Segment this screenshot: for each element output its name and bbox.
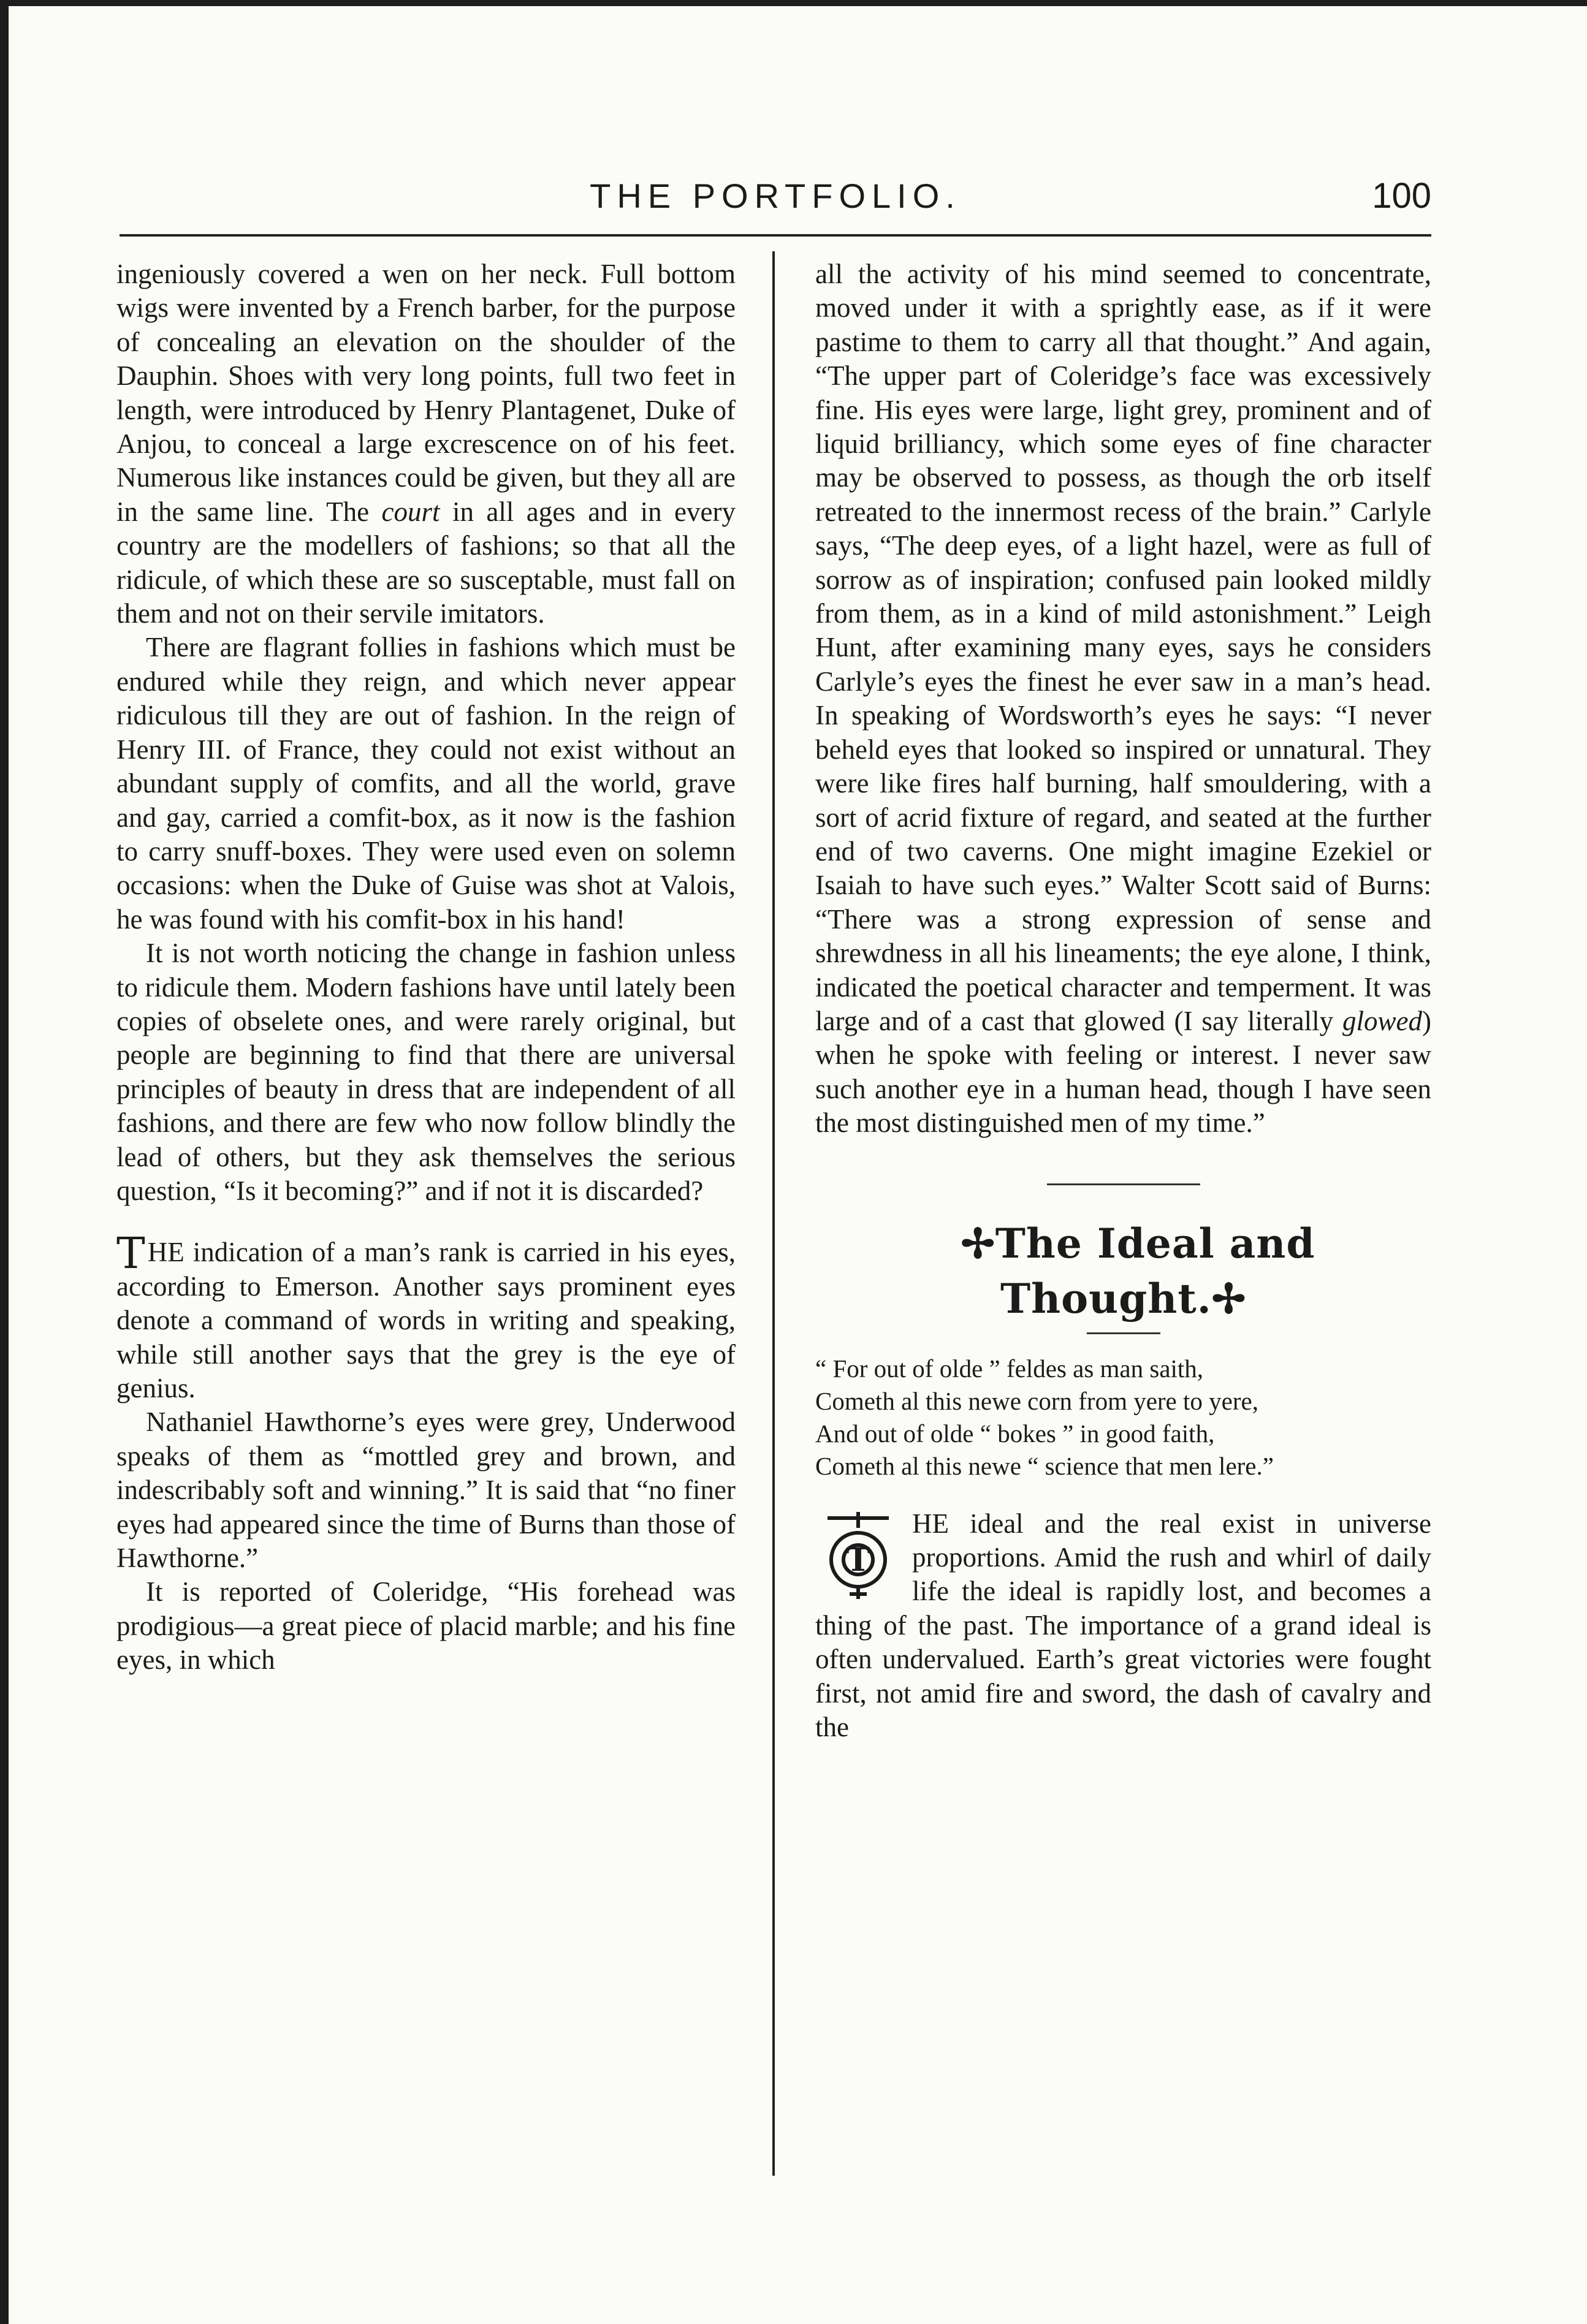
column-divider	[772, 251, 775, 2176]
paragraph	[815, 257, 1431, 1141]
paragraph	[116, 1228, 736, 1405]
page-number: 100	[1372, 176, 1431, 216]
drop-cap: T	[116, 1228, 145, 1279]
italic-word: court	[381, 496, 440, 527]
paragraph-text: ) when he spoke with feeling or interest. I never saw such another eye in a human head, though I have seen the most distinguished men of my time.”	[815, 1005, 1432, 1139]
paragraph	[116, 257, 736, 631]
left-column	[116, 257, 736, 1677]
paragraph: There are flagrant follies in fashions which must be endured while they reign, and which never appear ridiculous till they are out of fashion. In the reign of Henry III. of France, they could not exist without an abundant supply of comfits, and all the world, grave and gay, carried a comfit-box, as it now is the fashion to carry snuff-boxes. They were used even on solemn occasions: when the Duke of Guise was shot at Valois, he was found with his comfit-box in his hand!	[116, 632, 736, 935]
ornamental-drop-cap-icon	[815, 1509, 901, 1601]
paragraph-text: The	[326, 496, 370, 527]
drop-cap-letter: T	[846, 1541, 870, 1579]
paragraph	[815, 1507, 1431, 1745]
title-underline-rule	[1087, 1332, 1160, 1334]
page-edge-rule-left	[0, 0, 9, 2324]
page-header	[120, 175, 1431, 218]
header-rule	[120, 234, 1431, 237]
paragraph-text: in all ages and in every country are the modellers of fashions; so that all the ridicule, of which these are so susceptable, must fall on them and not on their servile imitators.	[116, 496, 736, 629]
paragraph-text: all the activity of his mind seemed to concentrate, moved under it with a sprightly ease, as if it were pastime to them to carry all that thought.” And again, “The upper part of Coleridge’s face was excessively fine. His eyes were large, light grey, prominent and of liquid brilliancy, which some eyes of fine character may be observed to possess, as though the orb itself retreated to the innermost recess of the brain.” Carlyle says, “The deep eyes, of a light hazel, were as full of sorrow as of inspiration; confused pain looked mildly from them, as in a kind of mild astonishment.” Leigh Hunt, after examining many eyes, says he considers Carlyle’s eyes the finest he ever saw in a man’s head. In speaking of Wordsworth’s eyes he says: “I never beheld eyes that looked so inspired or unnatural. They were like fires half burning, half smouldering, with a sort of acrid fixture of regard, and seated at the further end of two caverns. One might imagine Ezekiel or Isaiah to have such eyes.” Walter Scott said of Burns: “There was a strong expression of sense and shrewdness in all his lineaments; the eye alone, I think, indicated the poetical character and temperment. It was large and of a cast that glowed (I say literally	[815, 259, 1431, 1036]
section-divider-rule	[1047, 1183, 1200, 1185]
paragraph-text: HE indication of a man’s rank is carried in his eyes, according to Emerson. Another says prominent eyes denote a command of words in writing and speaking, while still another says that the grey is the eye of genius.	[116, 1237, 736, 1403]
italic-word: glowed	[1342, 1005, 1423, 1036]
poem-line: Cometh al this newe “ science that men lere.”	[815, 1451, 1274, 1480]
paragraph: Nathaniel Hawthorne’s eyes were grey, Underwood speaks of them as “mottled grey and brown, and indescribably soft and winning.” It is said that “no finer eyes had appeared since the time of Burns than those of Hawthorne.”	[116, 1407, 736, 1574]
paragraph-text: HE ideal and the real exist in universe proportions. Amid the rush and whirl of daily life the ideal is rapidly lost, and becomes a thing of the past. The importance of a grand ideal is often undervalued. Earth’s great victories were fought first, not amid fire and sword, the dash of cavalry and the	[815, 1508, 1431, 1742]
section-title: ✢The Ideal and Thought.✢	[961, 1219, 1315, 1323]
page-edge-rule-top	[9, 0, 1587, 6]
poem-line: Cometh al this newe corn from yere to yere,	[815, 1386, 1258, 1415]
paragraph: It is reported of Coleridge, “His forehead was prodigious—a great piece of placid marble; and his fine eyes, in which	[116, 1576, 736, 1676]
running-title: THE PORTFOLIO.	[590, 177, 961, 215]
poem-line: “ For out of olde ” feldes as man saith,	[815, 1354, 1204, 1383]
poem-line: And out of olde “ bokes ” in good faith,	[815, 1419, 1215, 1448]
paragraph-text: ingeniously covered a wen on her neck. Full bottom wigs were invented by a French barber, for the purpose of concealing an elevation on the shoulder of the Dauphin. Shoes with very long points, full two feet in length, were introduced by Henry Plantagenet, Duke of Anjou, to conceal a large excrescence on of his feet. Numerous like instances could be given, but they all are in the same line.	[116, 259, 736, 527]
epigraph-poem	[815, 1353, 1431, 1483]
right-column	[815, 257, 1431, 1744]
paragraph: It is not worth noticing the change in fashion unless to ridicule them. Modern fashions have until lately been copies of obselete ones, and were rarely original, but people are beginning to find that there are universal principles of beauty in dress that are independent of all fashions, and there are few who now follow blindly the lead of others, but they ask themselves the serious question, “Is it becoming?” and if not it is discarded?	[116, 938, 736, 1206]
